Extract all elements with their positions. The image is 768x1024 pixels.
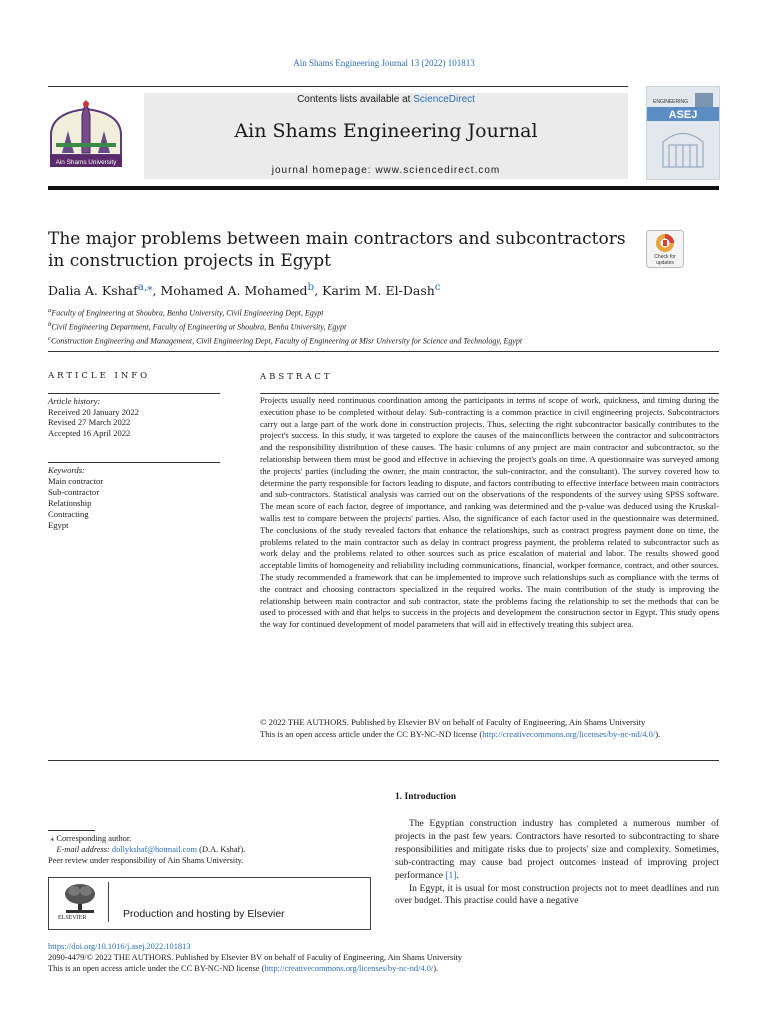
check-for-updates-badge[interactable] — [646, 230, 684, 268]
author-affiliation-link[interactable]: b — [307, 281, 315, 293]
introduction-heading: 1. Introduction — [395, 792, 457, 802]
journal-homepage[interactable]: journal homepage: www.sciencedirect.com — [271, 165, 501, 176]
paragraph: In Egypt, it is usual for most construction projects not to meet deadlines and run over budget. This practise could have a negative — [395, 883, 719, 907]
affiliation: $^a$Faculty of Engineering at Shoubra, Benha University, Civil Engineering Dept, Egypt — [48, 307, 324, 318]
university-logo-icon — [48, 95, 124, 171]
contents-line: Contents lists available at ScienceDirect — [297, 94, 475, 105]
elsevier-tree-icon — [60, 882, 100, 914]
abstract-heading: ABSTRACT — [260, 372, 333, 382]
author-affiliation-link[interactable]: a,⁎ — [137, 281, 153, 293]
section-rule — [48, 351, 719, 352]
author-affiliation-link[interactable]: c — [434, 281, 441, 293]
header-thick-rule — [48, 186, 719, 190]
footer-license-line: This is an open access article under the CC BY-NC-ND license (http://creativecommons.org/licenses/by-nc-nd/4.0/). — [48, 964, 439, 974]
keyword: Sub-contractor — [48, 487, 100, 497]
citation-link[interactable]: [1] — [445, 870, 457, 881]
history-received: Received 20 January 2022 — [48, 406, 139, 417]
journal-reference[interactable]: Ain Shams Engineering Journal 13 (2022) 101813 — [293, 58, 475, 68]
license-link[interactable]: http://creativecommons.org/licenses/by-nc-nd/4.0/ — [482, 729, 656, 739]
university-logo — [48, 95, 124, 171]
corresponding-author-note: ⁎ Corresponding author. — [50, 834, 132, 843]
paragraph: The Egyptian construction industry has completed a numerous number of projects in the past few years. Contractors have resorted to subcontracting to share responsibilities and mitigate risks due to projects' size and complexity. Sometimes, sub-contracting may cause bad project outcomes instead of improving project performance [1]. — [395, 819, 719, 881]
keywords: Keywords: Main contractor Sub-contractor Relationship Contracting Egypt — [48, 465, 220, 531]
sciencedirect-link[interactable]: ScienceDirect — [413, 94, 475, 105]
publisher-divider — [108, 882, 109, 922]
svg-text:updates: updates — [656, 260, 674, 266]
introduction-text — [395, 818, 719, 908]
abstract-text: Projects usually need continuous coordination among the participants in terms of scope of work, quickness, and timing during the execution phase to be completed without delay. Sub-contracting is a common practice in civil engineering projects. Subcontractors carry out a large part of the work done in construction projects. Thus, selecting the right subcontractor basically contributes to the project's success. In this study, it was targeted to explore the causes of the mainconflicts between the contractor and subcontractors and the responsibility distribution of these causes. The basic columns of any project are main contractor and subcontractor, so the relationship between them must be good and effective in achieving the project's goals on time. A questionnaire was surveyed among the projects' parties (including the owner, the main contractor, the sub-contractor, and the consultant). The survey covered how to determine the party responsible for factors leading to dispute, and factors contributing to effective interface between main contractors and sub-contractors. Statistical analysis was carried out on the observations of the respondents of the survey using SPSS software. The mean score of each factor, degree of importance, and ranking was determined and the p-value was deduced using the Kruskal-wallis test to compare between the projects' parties. Also, the significance of each factor used in the questionnaire was determined. The conclusions of the study revealed factors that enhance the relationships, such as contract progress payment done on time, the problems related to the main contractor such as delay in contract progress payment, the problems related to subcontractor such as work delay and the problems related to other sources such as price escalation of material and labor. The results showed good acceptable limits of homogeneity and reliability including communications, financial, workper formance, contract, and other sources. The study recommended a framework that can be implemented to improve such relationships such as compliance with the terms of the contract and choosing contractors specialized in the required works. The main contribution of the study is improving the relationship between main contractor and sub contractor, state the problems facing the relationship to set the methods that can be used to processed with and that helps to success in the projects and development the construction sector in Egypt. This study opens the way for continued development of model parameters that will aid in effectively treating this subject area. — [260, 395, 719, 630]
check-updates-icon — [646, 230, 684, 268]
footnote: ⁎ Corresponding author. E-mail address: dollykshaf@hotmail.com (D.A. Kshaf). Peer review under responsibility of Ain Shams University. — [48, 833, 348, 867]
history-accepted: Accepted 16 April 2022 — [48, 427, 131, 438]
section-rule — [48, 760, 719, 761]
top-rule — [48, 86, 628, 87]
author: Mohamed A. Mohamed$^b$, — [160, 281, 323, 299]
peer-review-note: Peer review under responsibility of Ain Shams University. — [48, 856, 244, 866]
keyword: Contracting — [48, 509, 89, 519]
article-title: The major problems between main contractors and subcontractors in construction projects in Egypt — [48, 229, 626, 271]
article-info-heading: ARTICLE INFO — [48, 371, 151, 381]
article-info-rule — [48, 393, 220, 394]
footnote-rule — [48, 830, 95, 831]
svg-text:Ain Shams University: Ain Shams University — [55, 159, 117, 166]
keyword: Main contractor — [48, 476, 104, 486]
affiliation: $^c$Construction Engineering and Management, Civil Engineering Dept, Faculty of Engineering at Misr University for Science and Technology, Egypt — [48, 335, 523, 346]
copyright-line: © 2022 THE AUTHORS. Published by Elsevier BV on behalf of Faculty of Engineering, Ain Shams University — [260, 717, 646, 727]
abstract-license — [260, 716, 719, 740]
keyword: Egypt — [48, 520, 69, 530]
footer-license-link[interactable]: http://creativecommons.org/licenses/by-nc-nd/4.0/ — [264, 964, 434, 974]
journal-title: Ain Shams Engineering Journal — [234, 120, 538, 142]
elsevier-wordmark: ELSEVIER — [58, 915, 87, 921]
article-history: Article history: Received 20 January 2022 Revised 27 March 2022 Accepted 16 April 2022 — [48, 396, 220, 438]
author: Karim M. El-Dash$^c$ — [322, 281, 441, 299]
author: Dalia A. Kshaf$^{a,⁎}$, — [48, 281, 161, 299]
author-list — [48, 281, 648, 298]
keyword: Relationship — [48, 498, 92, 508]
svg-text:Check for: Check for — [654, 254, 676, 260]
journal-cover — [646, 86, 720, 180]
affiliations — [48, 305, 708, 347]
issn-line: 2090-4479/© 2022 THE AUTHORS. Published by Elsevier BV on behalf of Faculty of Engineering, Ain Shams University — [48, 953, 463, 963]
affiliation: $^b$Civil Engineering Department, Faculty of Engineering at Shoubra, Benha University, Egypt — [48, 321, 347, 332]
page-footer — [48, 941, 728, 975]
svg-text:ENGINEERING: ENGINEERING — [653, 99, 689, 105]
keywords-rule — [48, 462, 220, 463]
svg-text:ASEJ: ASEJ — [668, 109, 698, 121]
journal-cover-icon — [647, 87, 719, 179]
history-revised: Revised 27 March 2022 — [48, 417, 131, 427]
doi-link[interactable]: https://doi.org/10.1016/j.asej.2022.101813 — [48, 942, 191, 951]
email-link[interactable]: dollykshaf@hotmail.com — [111, 845, 198, 855]
production-hosting-text: Production and hosting by Elsevier — [123, 908, 285, 920]
license-line: This is an open access article under the CC BY-NC-ND license (http://creativecommons.org/licenses/by-nc-nd/4.0/). — [260, 729, 661, 739]
